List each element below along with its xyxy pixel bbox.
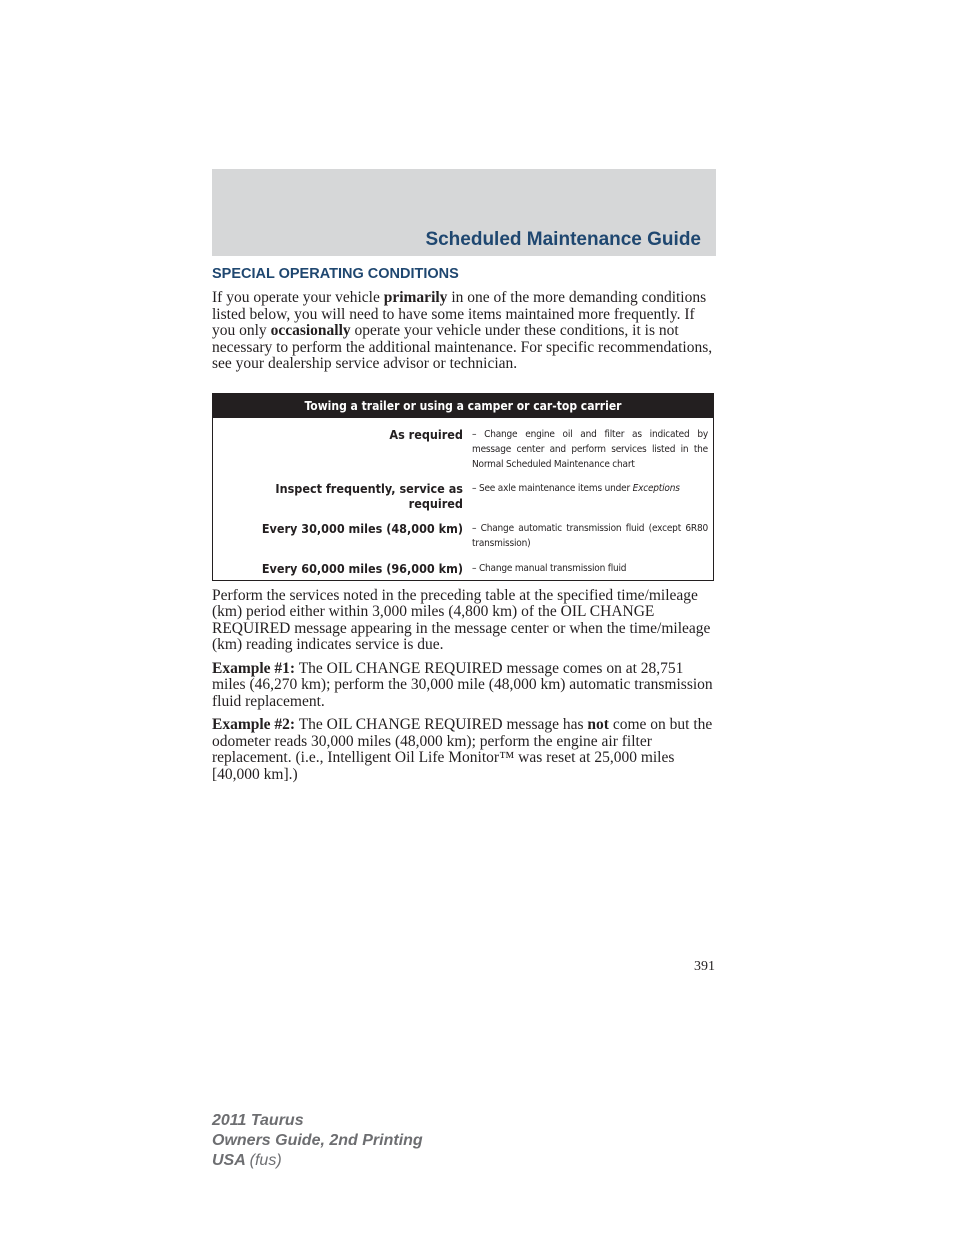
intro-bold-occasionally: occasionally bbox=[270, 322, 351, 339]
table-action bbox=[471, 472, 714, 511]
maintenance-table bbox=[212, 393, 714, 581]
document-footer bbox=[212, 1111, 423, 1171]
table-action: – Change automatic transmission fluid (except 6R80 transmission) bbox=[472, 522, 708, 549]
example-2-text-1: The OIL CHANGE REQUIRED message has bbox=[295, 716, 588, 733]
example-2-label: Example #2: bbox=[212, 716, 296, 733]
intro-paragraph bbox=[212, 290, 715, 373]
table-row bbox=[213, 472, 714, 511]
after-table-paragraph: Perform the services noted in the preceding table at the specified time/mileage (km) period either within 3,000 miles (4,800 km) of the OIL CHANGE REQUIRED message appearing in the message center or when the time/mileage (km) reading indicates service is due. bbox=[212, 586, 711, 653]
footer-region: USA bbox=[212, 1152, 246, 1169]
footer-line-3 bbox=[212, 1151, 423, 1171]
table-action-text: – See axle maintenance items under bbox=[472, 482, 633, 494]
example-1-text: The OIL CHANGE REQUIRED message comes on at 28,751 miles (46,270 km); perform the 30,000 mile (48,000 km) automatic transmission fluid replacement. bbox=[212, 659, 713, 710]
page-content bbox=[212, 266, 715, 783]
page-number: 391 bbox=[694, 959, 715, 974]
footer-line-1: 2011 Taurus bbox=[212, 1112, 304, 1129]
section-heading: SPECIAL OPERATING CONDITIONS bbox=[212, 266, 459, 282]
table-interval: Every 30,000 miles (48,000 km) bbox=[261, 520, 463, 536]
example-2-bold-not: not bbox=[587, 716, 609, 733]
footer-line-2: Owners Guide, 2nd Printing bbox=[212, 1132, 423, 1149]
table-row bbox=[213, 418, 714, 472]
table-action: – Change engine oil and filter as indicated by message center and perform services listed in the Normal Scheduled Maintenance chart bbox=[472, 428, 708, 470]
footer-region-code: (fus) bbox=[249, 1152, 282, 1169]
exceptions-reference: Exceptions bbox=[632, 482, 680, 494]
intro-text-1: If you operate your vehicle bbox=[212, 289, 384, 306]
chapter-title: Scheduled Maintenance Guide bbox=[425, 229, 701, 250]
table-interval: Every 60,000 miles (96,000 km) bbox=[261, 560, 463, 576]
table-title: Towing a trailer or using a camper or car-top carrier bbox=[213, 393, 714, 418]
intro-bold-primarily: primarily bbox=[383, 289, 448, 306]
intro-text-2: in one of the more demanding conditions listed below, you will need to have some items maintained more frequently. If you only bbox=[212, 289, 707, 339]
table-row bbox=[213, 511, 714, 551]
table-interval: As required bbox=[389, 426, 463, 442]
table-interval: Inspect frequently, service as required bbox=[275, 480, 463, 511]
example-1-label: Example #1: bbox=[212, 659, 296, 677]
example-1-paragraph bbox=[212, 661, 715, 711]
example-2-paragraph bbox=[212, 717, 715, 783]
table-action: – Change manual transmission fluid bbox=[472, 562, 627, 574]
chapter-header bbox=[212, 169, 716, 256]
intro-text-3: operate your vehicle under these conditions, it is not necessary to perform the additional maintenance. For specific recommendations, see your dealership service advisor or technician. bbox=[212, 322, 713, 372]
table-row bbox=[213, 551, 714, 581]
example-2-text-2: come on but the odometer reads 30,000 miles (48,000 km); perform the engine air filter replacement. (i.e., Intelligent Oil Life Monitor™ was reset at 25,000 miles [40,000 km].) bbox=[212, 716, 713, 783]
